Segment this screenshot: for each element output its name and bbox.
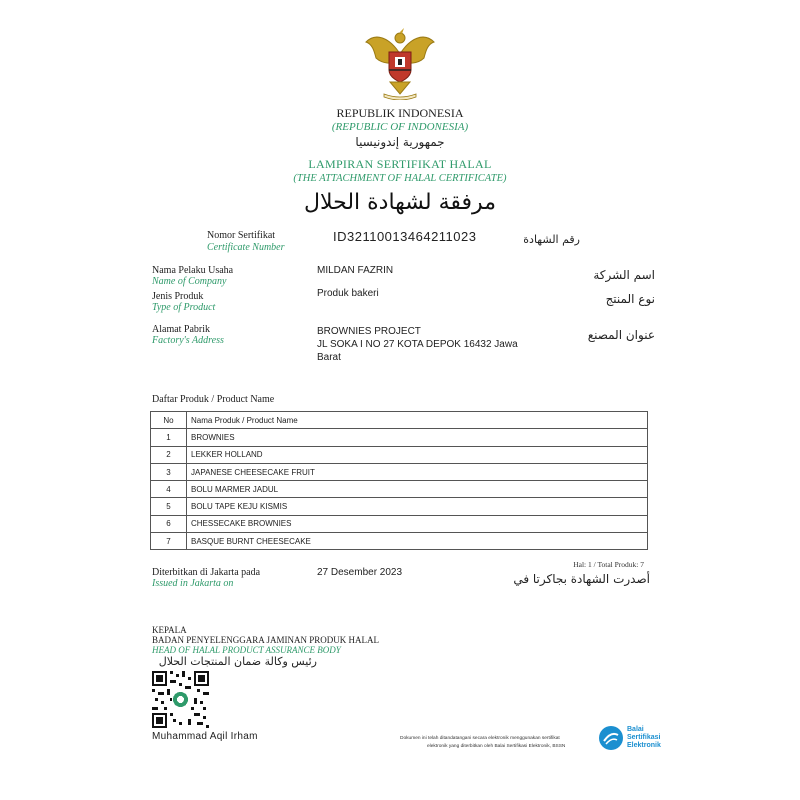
republic-title-ar: جمهورية إندونيسيا	[355, 135, 445, 149]
garuda-emblem-icon	[362, 24, 438, 100]
product-table	[150, 411, 648, 550]
factory-address-label: Alamat Pabrik	[152, 324, 211, 335]
product-type-label-ar: نوع المنتج	[605, 292, 655, 306]
row-product-name: CHESSECAKE BROWNIES	[187, 515, 648, 532]
table-row	[151, 446, 648, 463]
company-label-en: Name of Company	[152, 276, 227, 287]
table-row	[151, 481, 648, 498]
product-type-label: Jenis Produk	[152, 291, 204, 302]
republic-title-en: (REPUBLIC OF INDONESIA)	[331, 121, 469, 133]
attachment-title-en: (THE ATTACHMENT OF HALAL CERTIFICATE)	[293, 173, 507, 184]
row-no: 2	[151, 446, 187, 463]
row-product-name: JAPANESE CHEESECAKE FRUIT	[187, 463, 648, 480]
company-label: Nama Pelaku Usaha	[152, 265, 234, 276]
row-product-name: BROWNIES	[187, 429, 648, 446]
company-label-ar: اسم الشركة	[593, 268, 655, 282]
table-row	[151, 533, 648, 550]
republic-title: REPUBLIK INDONESIA	[336, 106, 464, 120]
row-product-name: LEKKER HOLLAND	[187, 446, 648, 463]
product-table-header-name: Nama Produk / Product Name	[187, 412, 648, 429]
factory-address-line-2: JL SOKA I NO 27 KOTA DEPOK 16432 Jawa	[317, 339, 518, 350]
page-info: Hal: 1 / Total Produk: 7	[573, 560, 644, 569]
table-row	[151, 429, 648, 446]
table-row	[151, 515, 648, 532]
bsre-line-2: Sertifikasi	[627, 734, 661, 741]
signature-body-ar: رئيس وكالة ضمان المنتجات الحلال	[158, 655, 317, 668]
product-table-header-no: No	[151, 412, 187, 429]
electronic-signature-note-line-1: Dokumen ini telah ditandatangani secara elektronik menggunakan sertifikat	[400, 736, 560, 741]
row-no: 4	[151, 481, 187, 498]
certificate-number-label-en: Certificate Number	[207, 242, 285, 253]
row-no: 6	[151, 515, 187, 532]
row-product-name: BOLU TAPE KEJU KISMIS	[187, 498, 648, 515]
row-no: 5	[151, 498, 187, 515]
table-row	[151, 498, 648, 515]
company-value: MILDAN FAZRIN	[317, 265, 394, 276]
certificate-number-value: ID32110013464211023	[333, 229, 477, 244]
signature-body: BADAN PENYELENGGARA JAMINAN PRODUK HALAL	[152, 635, 379, 645]
table-row	[151, 463, 648, 480]
bsre-logo-icon	[598, 725, 624, 751]
issued-date: 27 Desember 2023	[317, 567, 403, 578]
row-no: 3	[151, 463, 187, 480]
bsre-line-3: Elektronik	[627, 742, 661, 749]
product-type-label-en: Type of Product	[152, 302, 216, 313]
bsre-line-1: Balai	[627, 726, 644, 733]
attachment-title-ar: مرفقة لشهادة الحلال	[304, 190, 496, 215]
row-product-name: BASQUE BURNT CHEESECAKE	[187, 533, 648, 550]
factory-address-label-en: Factory's Address	[152, 335, 224, 346]
factory-address-line-3: Barat	[317, 352, 341, 363]
product-type-value: Produk bakeri	[317, 288, 379, 299]
issued-label: Diterbitkan di Jakarta pada	[152, 567, 261, 578]
issued-label-ar: أصدرت الشهادة بجاكرتا في	[513, 572, 650, 586]
attachment-title: LAMPIRAN SERTIFIKAT HALAL	[308, 157, 492, 171]
signature-head: KEPALA	[152, 625, 187, 635]
row-no: 1	[151, 429, 187, 446]
factory-address-label-ar: عنوان المصنع	[587, 328, 655, 342]
signer-name: Muhammad Aqil Irham	[152, 731, 258, 742]
certificate-number-label: Nomor Sertifikat	[207, 230, 276, 241]
product-table-header-row	[151, 412, 648, 429]
signature-body-en: HEAD OF HALAL PRODUCT ASSURANCE BODY	[152, 645, 341, 655]
factory-address-line-1: BROWNIES PROJECT	[317, 326, 421, 337]
product-list-title: Daftar Produk / Product Name	[152, 394, 275, 405]
row-no: 7	[151, 533, 187, 550]
issued-label-en: Issued in Jakarta on	[152, 578, 234, 589]
qr-code-icon	[152, 671, 209, 728]
row-product-name: BOLU MARMER JADUL	[187, 481, 648, 498]
certificate-number-label-ar: رقم الشهادة	[523, 233, 580, 246]
bsre-logo-text	[627, 726, 661, 750]
electronic-signature-note-line-2: elektronik yang diterbitkan oleh Balai Sertifikasi Elektronik, BSSN	[427, 744, 566, 749]
